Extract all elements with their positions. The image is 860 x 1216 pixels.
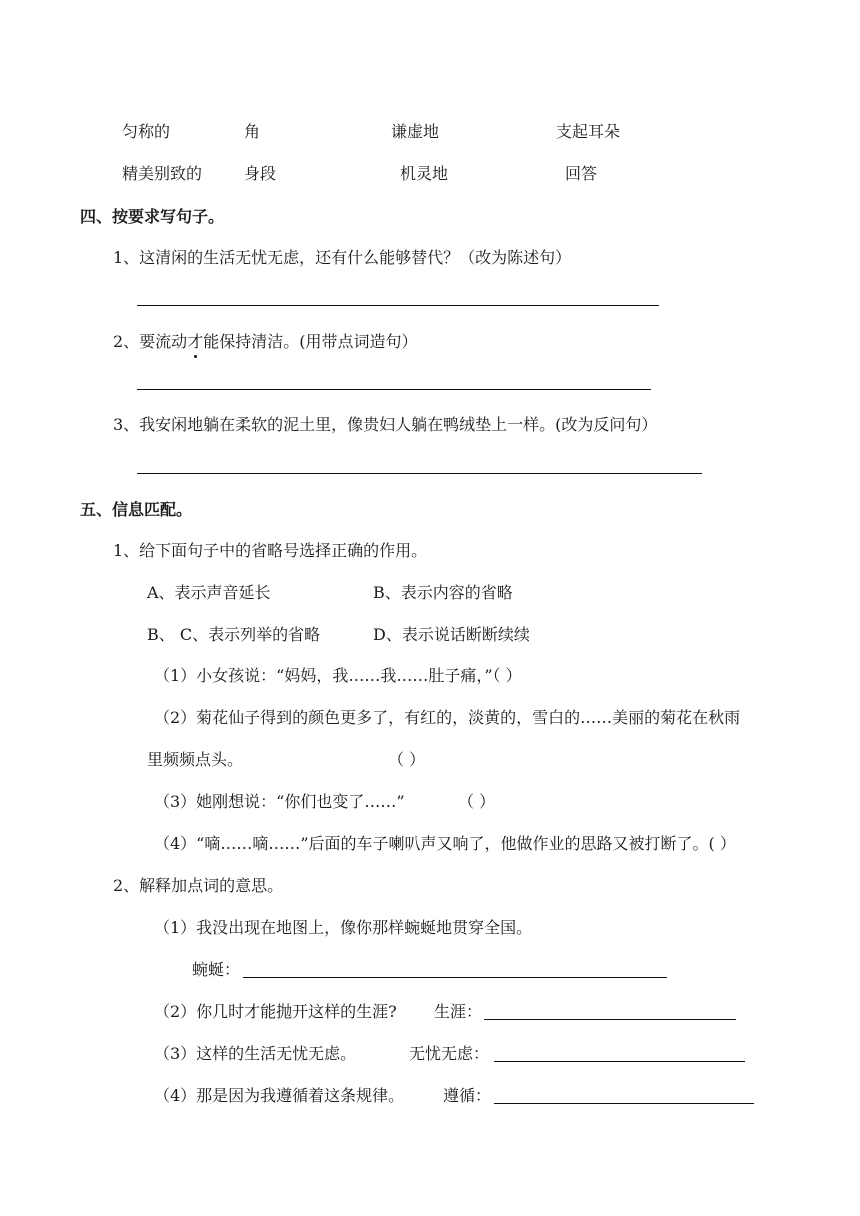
question-4-1: 1、这清闲的生活无忧无虑，还有什么能够替代？（改为陈述句） [113, 248, 572, 267]
explain-2: （2）你几时才能抛开这样的生涯? [154, 1002, 397, 1021]
match-word: 精美别致的 [122, 164, 203, 183]
sentence-2-line-2: 里频频点头。 [147, 750, 244, 769]
match-word: 身段 [244, 164, 277, 183]
match-word: 支起耳朵 [556, 122, 621, 141]
answer-line-explain-2[interactable] [484, 1019, 736, 1020]
match-word: 角 [244, 122, 261, 141]
question-4-2: 2、要流动才能保持清洁。(用带点词造句） [113, 332, 418, 351]
sentence-2-line-1: （2）菊花仙子得到的颜色更多了，有红的，淡黄的，雪白的……美丽的菊花在秋雨 [154, 708, 741, 727]
explain-4-label: 遵循： [443, 1086, 492, 1105]
sentence-3: （3）她刚想说：“你们也变了……” [154, 792, 405, 811]
answer-line-explain-3[interactable] [494, 1061, 745, 1062]
option-d: D、表示说话断断续续 [373, 625, 530, 644]
section-4-title: 四、按要求写句子。 [80, 207, 225, 226]
match-word: 谦虚地 [391, 122, 440, 141]
sentence-1: （1）小女孩说：“妈妈，我……我……肚子痛，”（ ） [154, 666, 522, 685]
explain-3-label: 无忧无虑： [409, 1044, 490, 1063]
question-4-3: 3、我安闲地躺在柔软的泥土里，像贵妇人躺在鸭绒垫上一样。(改为反问句） [113, 415, 658, 434]
answer-line-4-1[interactable] [137, 305, 659, 306]
sentence-4: （4）“嘀……嘀……”后面的车子喇叭声又响了，他做作业的思路又被打断了。( ） [154, 834, 736, 853]
explain-4: （4）那是因为我遵循着这条规律。 [154, 1086, 405, 1105]
answer-line-explain-1[interactable] [243, 977, 667, 978]
question-5-1: 1、给下面句子中的省略号选择正确的作用。 [113, 541, 428, 560]
answer-line-explain-4[interactable] [494, 1103, 754, 1104]
section-5-title: 五、信息匹配。 [80, 500, 193, 519]
option-c: B、 C、表示列举的省略 [147, 625, 321, 644]
option-a: A、表示声音延长 [147, 583, 271, 602]
match-word: 机灵地 [400, 164, 449, 183]
dotted-character: 才 [187, 332, 204, 351]
answer-line-4-3[interactable] [137, 473, 702, 474]
explain-2-label: 生涯： [434, 1002, 483, 1021]
answer-line-4-2[interactable] [137, 389, 651, 390]
explain-1: （1）我没出现在地图上，像你那样蜿蜒地贯穿全国。 [154, 918, 533, 937]
question-5-2: 2、解释加点词的意思。 [113, 876, 284, 895]
explain-1-label: 蜿蜒： [192, 960, 241, 979]
match-word: 回答 [565, 164, 598, 183]
sentence-3-answer-bracket[interactable]: （ ） [458, 792, 496, 811]
explain-3: （3）这样的生活无忧无虑。 [154, 1044, 357, 1063]
match-word: 匀称的 [122, 122, 171, 141]
sentence-2-answer-bracket[interactable]: （ ） [388, 750, 426, 769]
option-b: B、表示内容的省略 [373, 583, 513, 602]
